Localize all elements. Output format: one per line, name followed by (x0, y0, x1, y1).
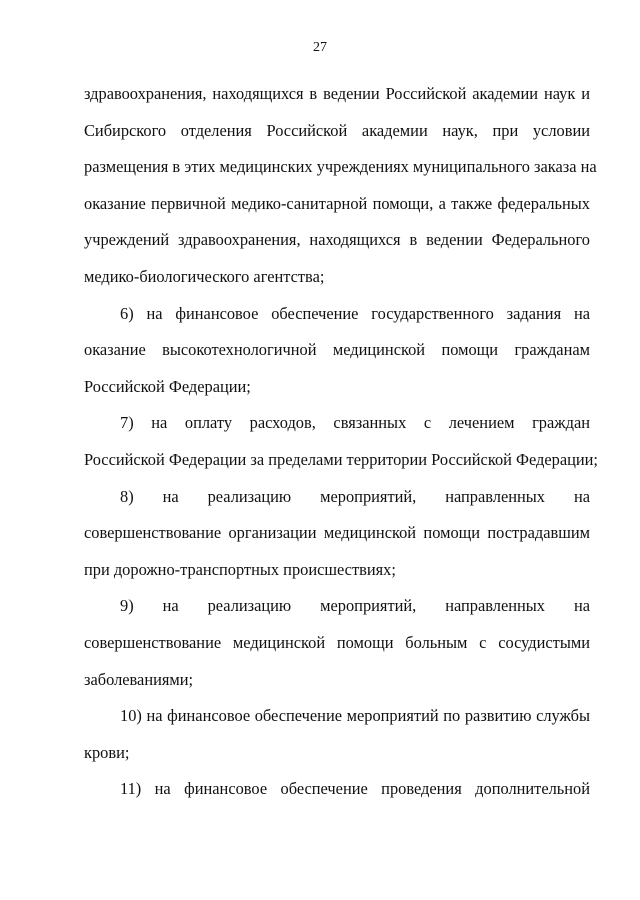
text-line: совершенствование организации медицинской помощи пострадавшим (84, 523, 590, 543)
text-line: учреждений здравоохранения, находящихся в ведении Федерального (84, 230, 590, 250)
text-line: Сибирского отделения Российской академии наук, при условии (84, 120, 590, 140)
text-line: размещения в этих медицинских учреждениях муниципального заказа на (84, 157, 597, 177)
text-line: 6) на финансовое обеспечение государственного задания на (120, 303, 590, 323)
text-line: заболеваниями; (84, 669, 194, 689)
text-line: 7) на оплату расходов, связанных с лечением граждан (120, 413, 590, 433)
text-line: 9) на реализацию мероприятий, направленных на (120, 596, 590, 616)
text-line: Российской Федерации за пределами территории Российской Федерации; (84, 449, 598, 469)
text-line: 11) на финансовое обеспечение проведения дополнительной (120, 779, 590, 799)
document-body (84, 76, 598, 808)
text-line: медико-биологического агентства; (84, 266, 325, 286)
text-line: 10) на финансовое обеспечение мероприятий по развитию службы (120, 706, 590, 726)
text-line: при дорожно-транспортных происшествиях; (84, 559, 396, 579)
text-line: оказание первичной медико-санитарной помощи, а также федеральных (84, 193, 590, 213)
text-line: Российской Федерации; (84, 376, 251, 396)
text-line: оказание высокотехнологичной медицинской помощи гражданам (84, 340, 590, 360)
page-number: 27 (313, 40, 327, 55)
text-line: 8) на реализацию мероприятий, направленных на (120, 486, 590, 506)
text-line: совершенствование медицинской помощи больным с сосудистыми (84, 632, 590, 652)
text-line: крови; (84, 742, 130, 762)
text-line: здравоохранения, находящихся в ведении Российской академии наук и (84, 84, 590, 103)
